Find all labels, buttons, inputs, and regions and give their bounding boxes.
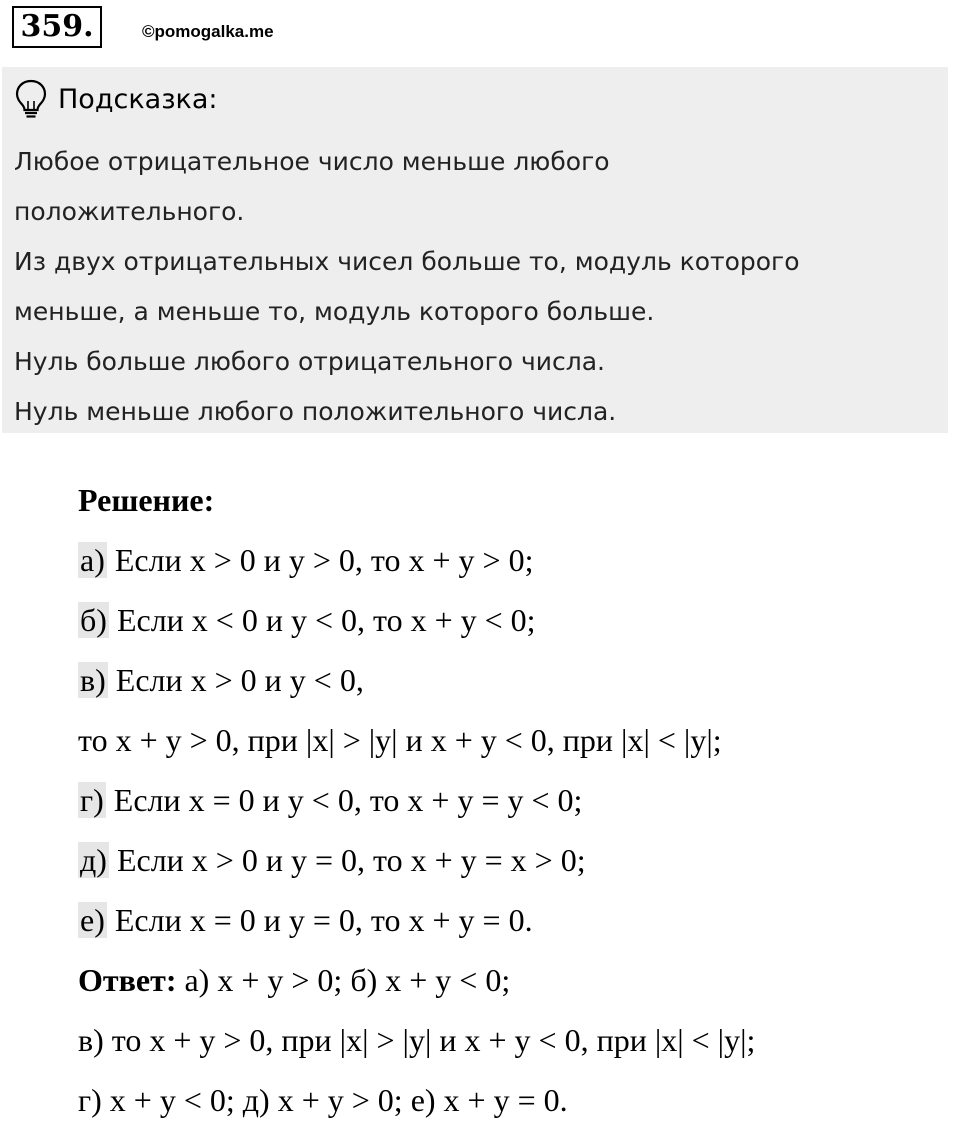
solution-item-g: [78, 770, 755, 830]
hint-line: Нуль больше любого отрицательного числа.: [14, 347, 605, 376]
solution-item-d: [78, 830, 755, 890]
item-text: Если x = 0 и y < 0, то x + y = y < 0;: [105, 782, 583, 818]
answer-text: а) x + y > 0; б) x + y < 0;: [176, 962, 511, 998]
hint-box: [2, 67, 948, 433]
task-number: 359.: [12, 6, 102, 48]
item-letter: г): [80, 782, 104, 818]
item-text: Если x > 0 и y > 0, то x + y > 0;: [106, 542, 534, 578]
hint-text: [14, 137, 800, 437]
hint-line: меньше, а меньше то, модуль которого больше.: [14, 297, 655, 326]
answer-text: г) x + y < 0; д) x + y > 0; е) x + y = 0.: [78, 1082, 568, 1118]
item-text: Если x = 0 и y = 0, то x + y = 0.: [106, 902, 533, 938]
item-letter: б): [80, 602, 107, 638]
answer-line-2: [78, 1010, 755, 1070]
answer-line-1: [78, 950, 755, 1010]
item-text: Если x > 0 и y < 0,: [107, 662, 364, 698]
solution-item-a: [78, 530, 755, 590]
item-text: Если x < 0 и y < 0, то x + y < 0;: [108, 602, 536, 638]
solution-item-v: [78, 650, 755, 710]
hint-line: положительного.: [14, 197, 245, 226]
item-letter: е): [80, 902, 105, 938]
solution-title: Решение:: [78, 482, 215, 518]
item-text: Если x > 0 и y = 0, то x + y = x > 0;: [108, 842, 586, 878]
item-letter: а): [80, 542, 105, 578]
item-text: то x + y > 0, при |x| > |y| и x + y < 0, при |x| < |y|;: [78, 722, 722, 758]
item-letter: д): [80, 842, 107, 878]
hint-line: Из двух отрицательных чисел больше то, модуль которого: [14, 247, 800, 276]
hint-title: [14, 79, 218, 119]
solution-item-b: [78, 590, 755, 650]
lightbulb-icon: [14, 79, 48, 119]
hint-line: Любое отрицательное число меньше любого: [14, 147, 610, 176]
hint-title-text: Подсказка:: [58, 83, 218, 115]
hint-line: Нуль меньше любого положительного числа.: [14, 397, 617, 426]
item-letter: в): [80, 662, 106, 698]
answer-label: Ответ:: [78, 962, 177, 998]
solution-item-v-continued: [78, 710, 755, 770]
watermark: ©pomogalka.me: [142, 22, 274, 41]
solution-section: [78, 470, 755, 1130]
answer-text: в) то x + y > 0, при |x| > |y| и x + y < 0, при |x| < |y|;: [78, 1022, 756, 1058]
answer-line-3: [78, 1070, 755, 1130]
solution-item-e: [78, 890, 755, 950]
